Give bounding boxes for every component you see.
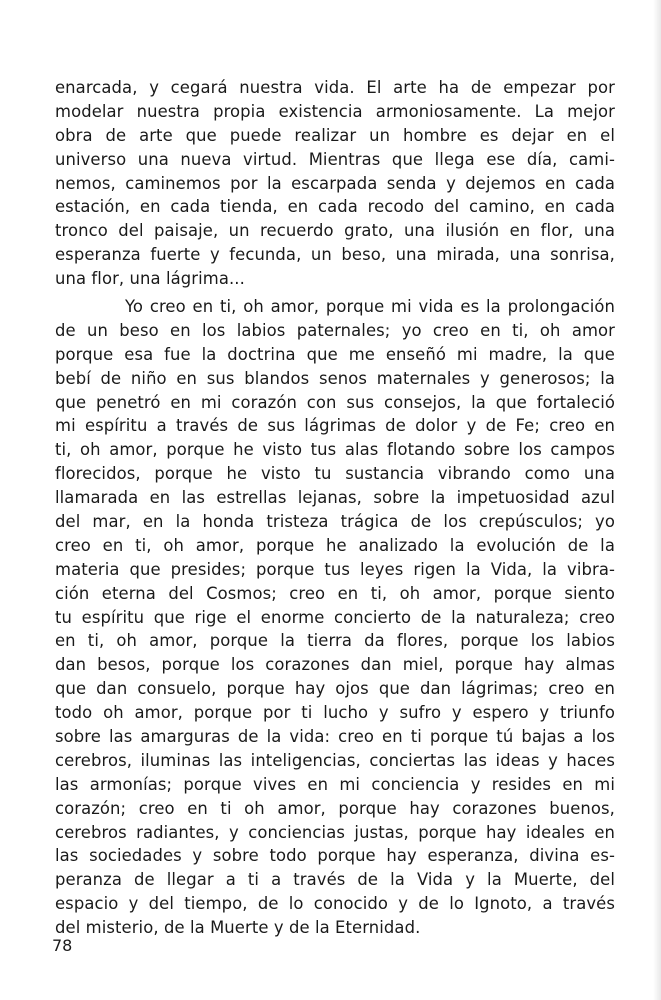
text-line: espacio y del tiempo, de lo conocido y de lo Ignoto, a través <box>55 894 615 914</box>
text-line: estación, en cada tienda, en cada recodo del camino, en cada <box>55 197 615 217</box>
text-line: mi espíritu a través de sus lágrimas de dolor y de Fe; creo en <box>55 416 615 436</box>
text-line: en ti, oh amor, porque la tierra da flores, porque los labios <box>55 631 615 651</box>
text-line: bebí de niño en sus blandos senos maternales y generosos; la <box>55 368 615 388</box>
page-number: 78 <box>52 936 73 955</box>
text-line: las sociedades y sobre todo porque hay esperanza, divina es- <box>55 846 615 866</box>
text-line: que dan consuelo, porque hay ojos que dan lágrimas; creo en <box>55 679 615 699</box>
text-line: corazón; creo en ti oh amor, porque hay corazones buenos, <box>55 798 615 818</box>
paragraph-2 <box>55 295 615 940</box>
text-line: creo en ti, oh amor, porque he analizado la evolución de la <box>55 535 615 555</box>
text-line: ción eterna del Cosmos; creo en ti, oh amor, porque siento <box>55 583 615 603</box>
text-line: universo una nueva virtud. Mientras que llega ese día, cami- <box>55 149 615 169</box>
text-line: Yo creo en ti, oh amor, porque mi vida es la prolongación <box>125 297 615 316</box>
text-line: obra de arte que puede realizar un hombre es dejar en el <box>55 125 615 145</box>
text-line: florecidos, porque he visto tu sustancia vibrando como una <box>55 464 615 484</box>
text-line: todo oh amor, porque por ti lucho y sufro y espero y triunfo <box>55 703 615 723</box>
text-line: ti, oh amor, porque he visto tus alas flotando sobre los campos <box>55 440 615 460</box>
text-line: del mar, en la honda tristeza trágica de los crepúsculos; yo <box>55 512 615 532</box>
text-line: sobre las amarguras de la vida: creo en ti porque tú bajas a los <box>55 727 615 747</box>
text-line: materia que presides; porque tus leyes rigen la Vida, la vibra- <box>55 559 615 579</box>
text-line: de un beso en los labios paternales; yo creo en ti, oh amor <box>55 320 615 340</box>
text-line: una flor, una lágrima... <box>55 269 245 289</box>
text-line: cerebros, iluminas las inteligencias, conciertas las ideas y haces <box>55 750 615 770</box>
text-line: tronco del paisaje, un recuerdo grato, una ilusión en flor, una <box>55 221 615 241</box>
text-line: cerebros radiantes, y conciencias justas, porque hay ideales en <box>55 822 615 842</box>
text-line: porque esa fue la doctrina que me enseñó mi madre, la que <box>55 344 615 364</box>
page-edge-shadow <box>653 0 661 1000</box>
text-line: llamarada en las estrellas lejanas, sobre la impetuosidad azul <box>55 488 615 508</box>
text-line: enarcada, y cegará nuestra vida. El arte ha de empezar por <box>55 78 615 97</box>
text-line: dan besos, porque los corazones dan miel, porque hay almas <box>55 655 615 675</box>
text-line: peranza de llegar a ti a través de la Vida y la Muerte, del <box>55 870 615 890</box>
text-line: del misterio, de la Muerte y de la Eternidad. <box>55 918 421 938</box>
text-line: tu espíritu que rige el enorme concierto de la naturaleza; creo <box>55 607 615 627</box>
text-line: que penetró en mi corazón con sus consejos, la que fortaleció <box>55 392 615 412</box>
paragraph-1 <box>55 76 615 291</box>
text-line: las armonías; porque vives en mi conciencia y resides en mi <box>55 774 615 794</box>
text-line: esperanza fuerte y fecunda, un beso, una mirada, una sonrisa, <box>55 245 615 265</box>
text-line: modelar nuestra propia existencia armoniosamente. La mejor <box>55 101 615 121</box>
text-line: nemos, caminemos por la escarpada senda y dejemos en cada <box>55 173 615 193</box>
